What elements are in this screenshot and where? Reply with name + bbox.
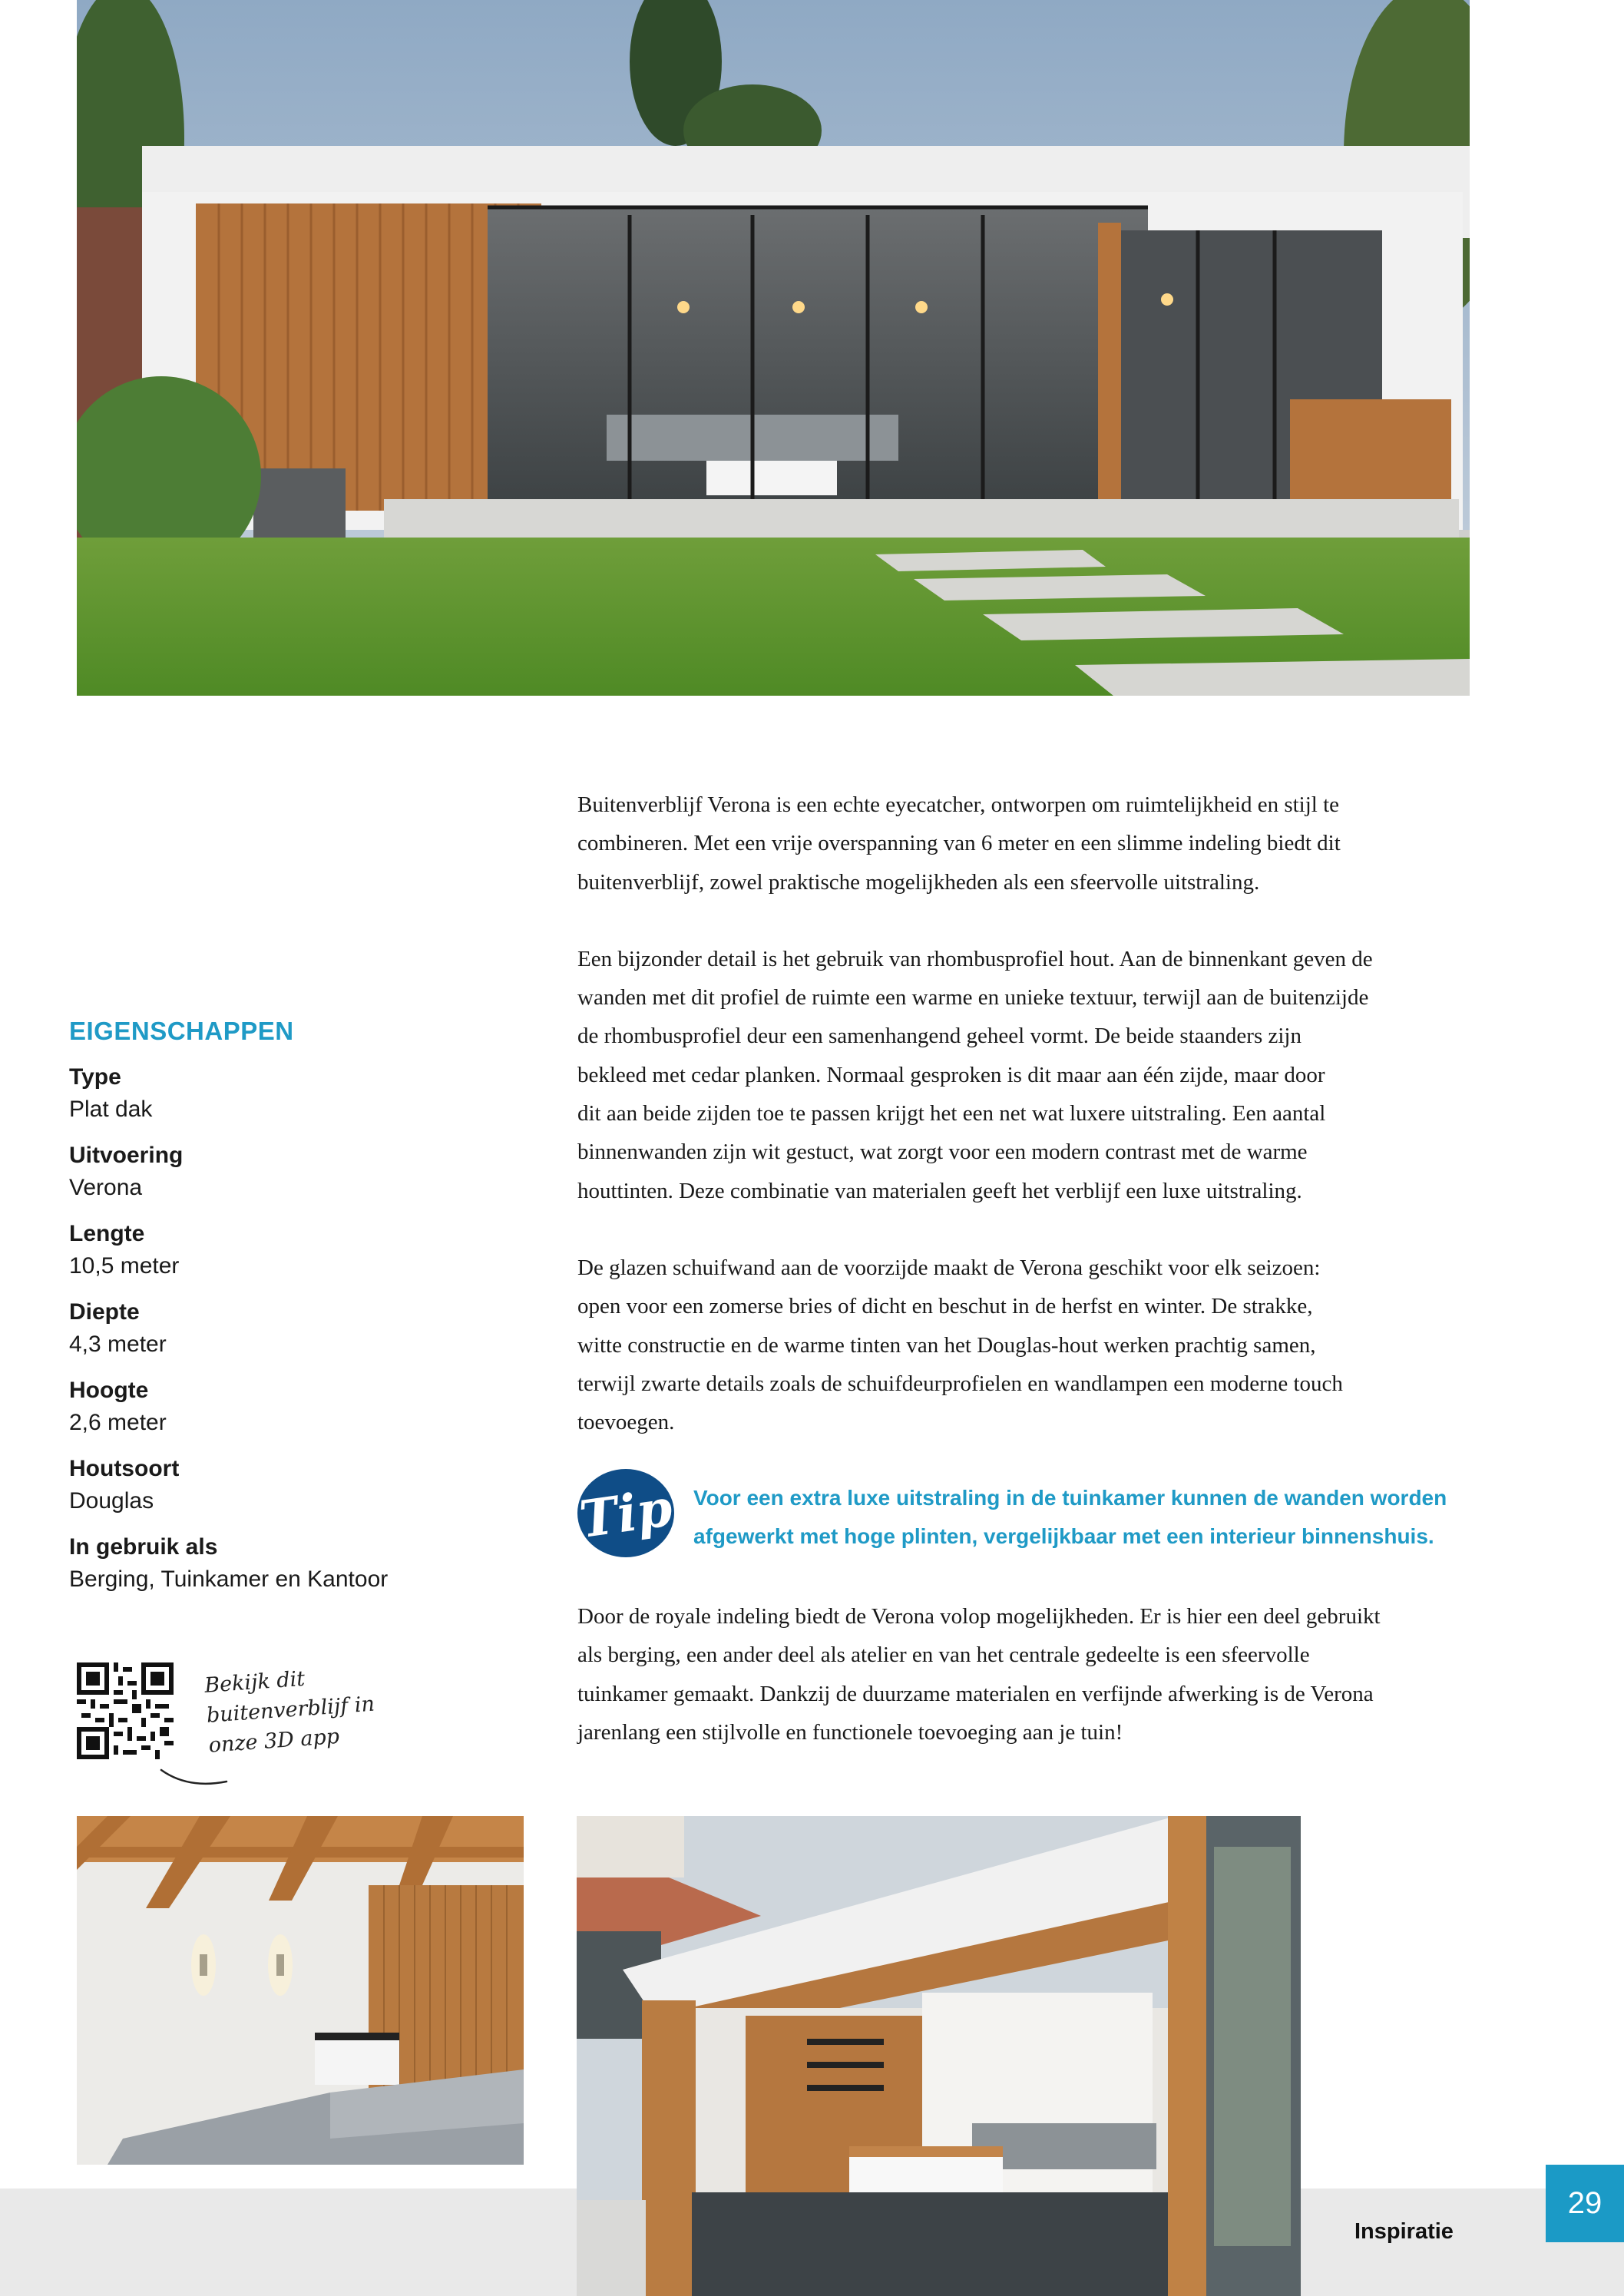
- paragraph-intro: Buitenverblijf Verona is een echte eyecatcher, ontworpen om ruimtelijkheid en stijl te combineren. Met een vrije overspanning van 6 meter en een slimme indeling biedt dit buitenverblijf, zowel praktische mogelijkheden als een sfeervolle uitstraling.: [577, 792, 1341, 895]
- property-diepte: [69, 1296, 499, 1361]
- property-value: Berging, Tuinkamer en Kantoor: [69, 1567, 389, 1592]
- property-value: Verona: [69, 1175, 143, 1200]
- qr-caption: Bekijk dit buitenverblijf in onze 3D app: [203, 1666, 375, 1758]
- property-value: 4,3 meter: [69, 1332, 167, 1357]
- pavilion-photo: [577, 1816, 1301, 2296]
- tip-badge: [577, 1469, 674, 1557]
- section-label: Inspiratie: [1354, 2219, 1454, 2244]
- property-label: Houtsoort: [69, 1456, 180, 1481]
- property-label: Diepte: [69, 1299, 140, 1325]
- property-gebruik: [69, 1531, 499, 1596]
- page-number: 29: [1546, 2165, 1624, 2242]
- tip-text: Voor een extra luxe uitstraling in de tuinkamer kunnen de wanden worden afgewerkt met hoge plinten, vergelijkbaar met een interieur binnenshuis.: [693, 1486, 1447, 1548]
- paragraph-sliding-wall: De glazen schuifwand aan de voorzijde maakt de Verona geschikt voor elk seizoen: open voor een zomerse bries of dicht en beschut in de herfst en winter. De strakke, witte constructie en de warme tinten van het Douglas-hout werken prachtig samen, terwijl zwarte details zoals de schuifdeurprofielen en wandlampen een moderne touch toevoegen.: [577, 1255, 1343, 1435]
- property-value: Douglas: [69, 1488, 154, 1514]
- property-value: 2,6 meter: [69, 1410, 167, 1435]
- property-type: [69, 1061, 499, 1126]
- property-houtsoort: [69, 1453, 499, 1517]
- properties-panel: [69, 1017, 499, 1610]
- property-lengte: [69, 1218, 499, 1282]
- curved-arrow-icon: [157, 1766, 234, 1789]
- paragraph-rhombus: Een bijzonder detail is het gebruik van rhombusprofiel hout. Aan de binnenkant geven de wanden met dit profiel de ruimte een warme en unieke textuur, terwijl aan de buitenzijde de rhombusprofiel deur een samenhangend geheel vormt. De beide staanders zijn bekleed met cedar planken. Normaal gesproken is dit maar aan één zijde, maar door dit aan beide zijden toe te passen krijgt het een net wat luxere uitstraling. Een aantal binnenwanden zijn wit gestuct, wat zorgt voor een modern contrast met de warme houttinten. Deze combinatie van materialen geeft het verblijf een luxe uitstraling.: [577, 946, 1373, 1203]
- property-label: Hoogte: [69, 1378, 149, 1403]
- properties-title: EIGENSCHAPPEN: [69, 1017, 294, 1045]
- property-value: 10,5 meter: [69, 1253, 180, 1279]
- paragraph-layout: Door de royale indeling biedt de Verona volop mogelijkheden. Er is hier een deel gebruikt als berging, een ander deel als atelier en van het centrale gedeelte is een sfeervolle tuinkamer gemaakt. Dankzij de duurzame materialen en verfijnde afwerking is de Verona jarenlang een stijlvolle en functionele toevoeging aan je tuin!: [577, 1604, 1381, 1745]
- property-value: Plat dak: [69, 1097, 153, 1122]
- property-label: Type: [69, 1064, 121, 1090]
- property-hoogte: [69, 1375, 499, 1439]
- body-text: [577, 786, 1470, 1480]
- property-uitvoering: [69, 1140, 499, 1204]
- property-label: In gebruik als: [69, 1534, 218, 1560]
- property-label: Lengte: [69, 1221, 145, 1246]
- property-label: Uitvoering: [69, 1143, 184, 1168]
- qr-code[interactable]: [77, 1662, 174, 1759]
- tip-badge-label: Tip: [575, 1477, 676, 1550]
- hero-photo: [77, 0, 1470, 696]
- interior-photo: [77, 1816, 524, 2165]
